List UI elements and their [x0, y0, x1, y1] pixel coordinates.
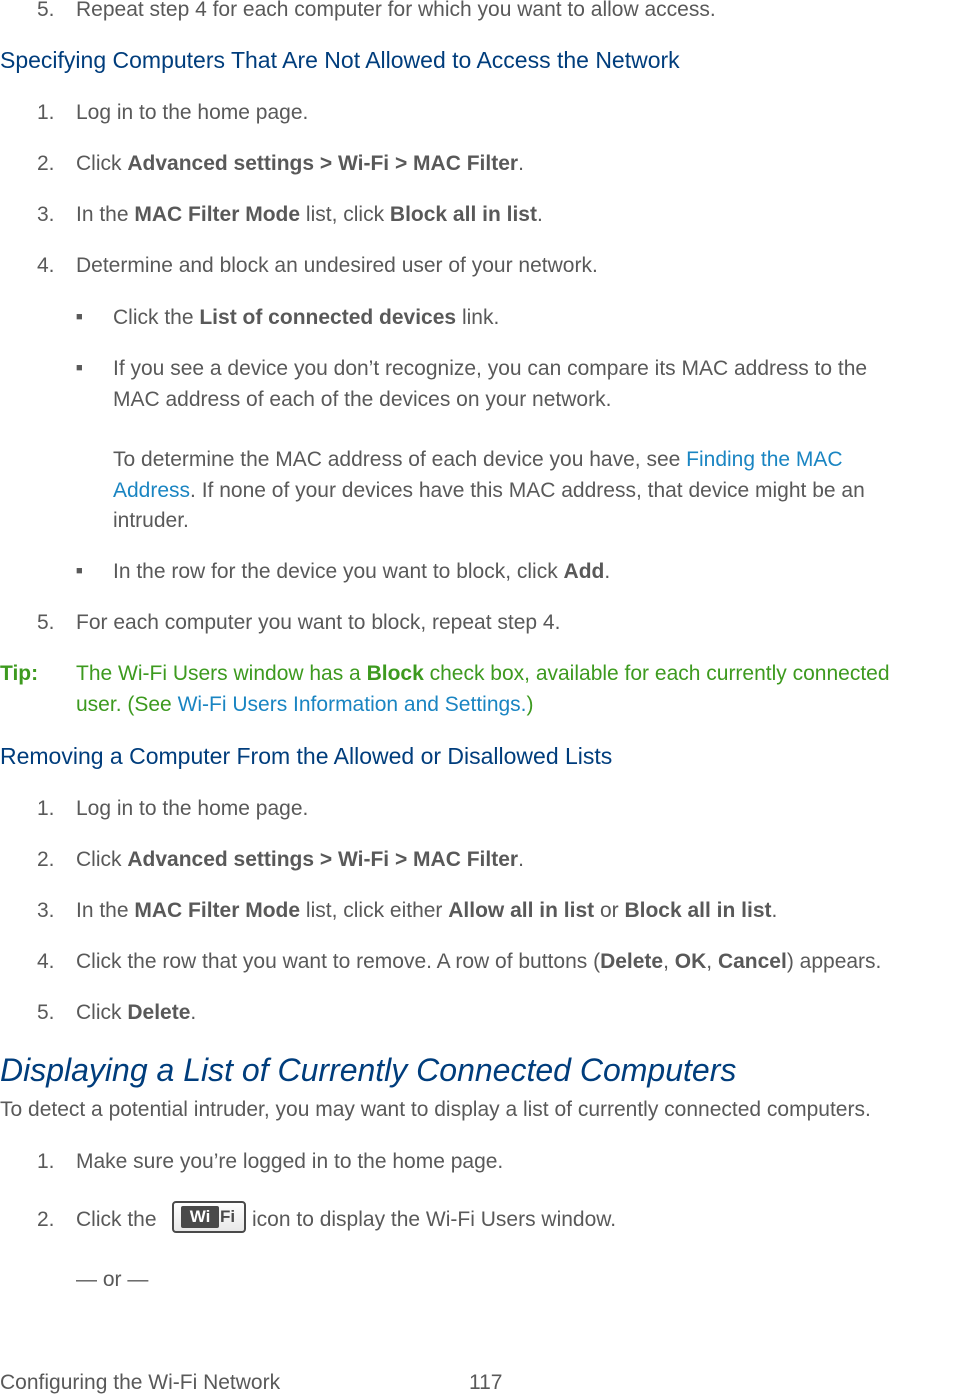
step-number: 1.	[37, 797, 55, 820]
bullet-note: intruder.	[113, 509, 189, 532]
or-separator: — or —	[76, 1268, 149, 1291]
finding-mac-address-link[interactable]: Finding the MAC	[686, 448, 843, 471]
bullet-icon: ■	[76, 565, 83, 577]
step-number: 2.	[37, 848, 55, 871]
wifi-icon-wi: Wi	[181, 1206, 219, 1228]
step-number: 3.	[37, 899, 55, 922]
step-text: Log in to the home page.	[76, 101, 309, 124]
step-number: 5.	[37, 0, 55, 21]
step-text: In the MAC Filter Mode list, click Block all in list.	[76, 203, 543, 226]
section-intro: To detect a potential intruder, you may want to display a list of currently connected computers.	[0, 1098, 871, 1121]
step-text: Make sure you’re logged in to the home page.	[76, 1150, 504, 1173]
bullet-text: If you see a device you don’t recognize, you can compare its MAC address to the	[113, 357, 868, 380]
step-number: 1.	[37, 101, 55, 124]
step-text: Log in to the home page.	[76, 797, 309, 820]
finding-mac-address-link[interactable]: Address	[113, 479, 191, 502]
step-text: Click Advanced settings > Wi-Fi > MAC Filter.	[76, 848, 524, 871]
step-number: 5.	[37, 1001, 55, 1024]
step-number: 3.	[37, 203, 55, 226]
bullet-text: Click the List of connected devices link.	[113, 306, 500, 329]
step-text: icon to display the Wi-Fi Users window.	[252, 1208, 617, 1231]
bullet-note: To determine the MAC address of each device you have, see Finding the MAC	[113, 448, 843, 471]
step-text: Click Delete.	[76, 1001, 197, 1024]
step-text: Click the	[76, 1208, 157, 1231]
tip-text: user. (See Wi-Fi Users Information and Settings.)	[76, 693, 534, 716]
bullet-text: In the row for the device you want to block, click Add.	[113, 560, 611, 583]
wifi-users-info-link[interactable]: Wi-Fi Users Information and Settings.	[177, 693, 527, 716]
footer-page-number: 117	[469, 1371, 503, 1394]
section-heading-block: Specifying Computers That Are Not Allowed to Access the Network	[0, 47, 680, 73]
tip-text: The Wi-Fi Users window has a Block check box, available for each currently connected	[76, 662, 890, 685]
bullet-note: Address. If none of your devices have this MAC address, that device might be an	[113, 479, 865, 502]
section-heading-remove: Removing a Computer From the Allowed or Disallowed Lists	[0, 743, 613, 769]
footer-chapter: Configuring the Wi-Fi Network	[0, 1371, 281, 1394]
wifi-users-icon[interactable]	[172, 1201, 246, 1233]
step-text: For each computer you want to block, repeat step 4.	[76, 611, 561, 634]
step-text: In the MAC Filter Mode list, click either Allow all in list or Block all in list.	[76, 899, 778, 922]
section-heading-display: Displaying a List of Currently Connected Computers	[0, 1052, 737, 1088]
step-number: 1.	[37, 1150, 55, 1173]
step-text: Determine and block an undesired user of your network.	[76, 254, 598, 277]
step-text: Repeat step 4 for each computer for which you want to allow access.	[76, 0, 716, 21]
step-text: Click the row that you want to remove. A row of buttons (Delete, OK, Cancel) appears.	[76, 950, 882, 973]
wifi-icon-fi: Fi	[220, 1207, 236, 1226]
bullet-icon: ■	[76, 311, 83, 323]
step-number: 2.	[37, 152, 55, 175]
step-number: 4.	[37, 950, 55, 973]
step-number: 4.	[37, 254, 55, 277]
bullet-icon: ■	[76, 362, 83, 374]
bullet-text: MAC address of each of the devices on your network.	[113, 388, 612, 411]
step-number: 2.	[37, 1208, 55, 1231]
step-number: 5.	[37, 611, 55, 634]
tip-label: Tip:	[0, 662, 39, 685]
step-text: Click Advanced settings > Wi-Fi > MAC Filter.	[76, 152, 524, 175]
